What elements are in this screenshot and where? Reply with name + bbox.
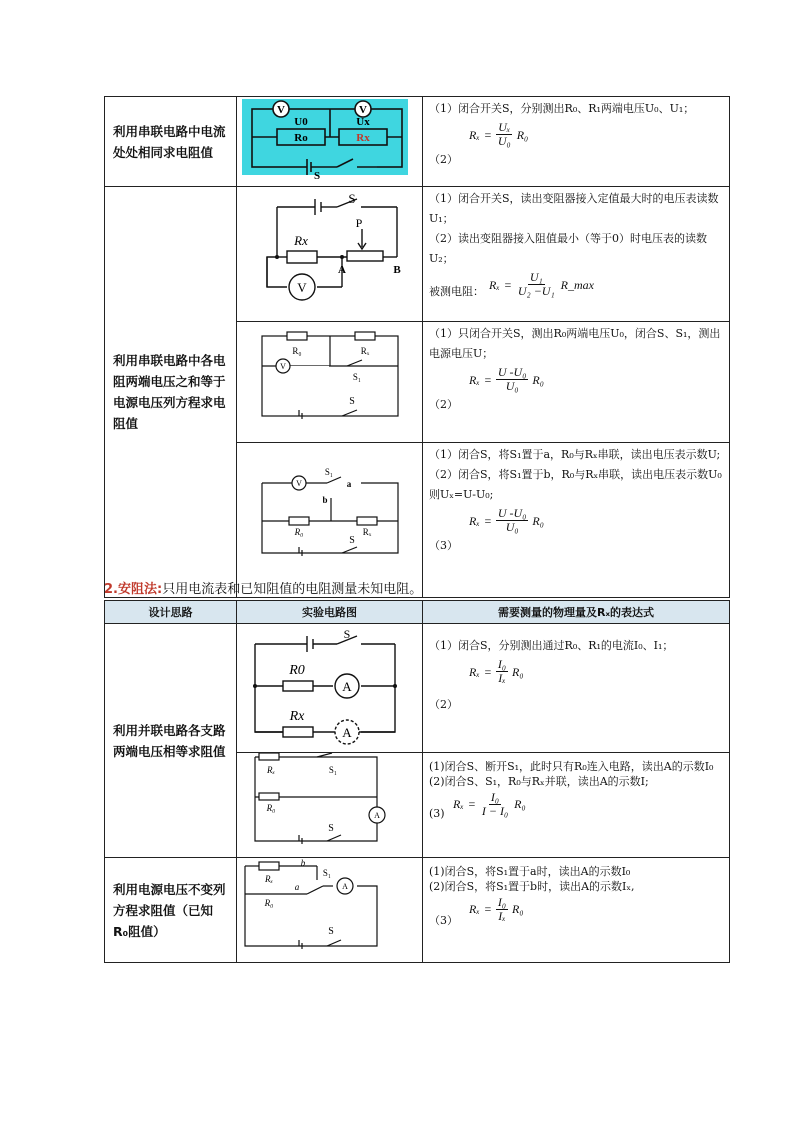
step-text: (1)闭合S、断开S₁，此时只有R₀连入电路，读出A的示数I₀ bbox=[429, 760, 714, 773]
design-thought: 利用电源电压不变列方程求阻值（已知R₀阻值） bbox=[105, 858, 237, 963]
step-text: （2）读出变阻器接入阻值最小（等于0）时电压表的读数U₂； bbox=[429, 232, 707, 265]
r0-label: R₀ bbox=[266, 803, 276, 813]
section-text: 只用电流表和已知阻值的电阻测量未知电阻。 bbox=[162, 582, 423, 597]
formula: Rₓ = $\frac{\text{I₀}}{\text{I − I₀}}$ R₀ bbox=[453, 790, 526, 818]
rx-label: Rx bbox=[294, 233, 308, 248]
formula: Rₓ = $\frac{\text{U -U₀}}{\text{U₀}}$ R₀ bbox=[469, 506, 544, 534]
step-text: （1）只闭合开关S，测出R₀两端电压U₀，闭合S、S₁，测出电源电压U； bbox=[429, 327, 721, 360]
rx-label: Rₓ bbox=[360, 346, 370, 356]
terminal-a-label: A bbox=[338, 264, 346, 276]
circuit-diagram-spdt-ammeter bbox=[237, 858, 423, 958]
circuit-diagram-parallel-ammeters bbox=[237, 624, 423, 748]
r0-label: R₀ bbox=[292, 346, 302, 356]
step-text: （1）闭合开关S，分别测出R₀、R₁两端电压U₀、U₁； bbox=[429, 102, 695, 115]
measurement-cell bbox=[423, 443, 730, 598]
measurement-cell bbox=[423, 753, 730, 858]
table-row bbox=[105, 624, 730, 753]
table-ammeter-methods bbox=[104, 600, 730, 963]
circuit-diagram-series-two-voltmeters bbox=[237, 97, 423, 182]
measurement-cell bbox=[423, 322, 730, 443]
step-text: （2） bbox=[429, 698, 458, 711]
circuit-diagram-parallel-single-ammeter bbox=[237, 753, 423, 853]
slider-label: P bbox=[355, 216, 363, 230]
voltmeter-label: V bbox=[280, 362, 286, 371]
voltmeter-label: V bbox=[297, 280, 307, 295]
contact-a-label: a bbox=[294, 882, 300, 892]
formula: Rₓ = $\frac{\text{I₀}}{\text{Iₓ}}$ R₀ bbox=[469, 895, 524, 923]
step-text: （2） bbox=[429, 398, 458, 411]
column-header: 实验电路图 bbox=[237, 601, 423, 624]
voltmeter-label: V bbox=[359, 104, 367, 116]
rx-label: Rx bbox=[289, 709, 305, 724]
step-text: （2）闭合S，将S₁置于b，R₀与Rₓ串联，读出电压表示数U₀则Uₓ=U-U₀; bbox=[429, 468, 722, 501]
switch-label: S bbox=[348, 191, 356, 206]
r0-label: Ro bbox=[294, 132, 308, 144]
design-thought: 利用串联电路中电流处处相同求电阻值 bbox=[105, 97, 237, 187]
circuit-cell bbox=[237, 97, 423, 187]
voltmeter-label: V bbox=[277, 104, 285, 116]
section-title: 2.安阻法: bbox=[104, 582, 163, 597]
table-row bbox=[105, 97, 730, 187]
contact-b-label: b bbox=[300, 858, 306, 868]
switch-label: S bbox=[313, 170, 321, 182]
ammeter-label: A bbox=[342, 882, 348, 891]
circuit-cell bbox=[237, 443, 423, 598]
circuit-cell bbox=[237, 187, 423, 322]
step-text: (2)闭合S，将S₁置于b时，读出A的示数Iₓ, bbox=[429, 880, 635, 893]
contact-a-label: a bbox=[346, 479, 352, 489]
switch-label: S bbox=[328, 823, 334, 834]
step-text: (2)闭合S、S₁，R₀与Rₓ并联，读出A的示数I; bbox=[429, 775, 649, 788]
formula: Rₓ = $\frac{\text{I₀}}{\text{Iₓ}}$ R₀ bbox=[469, 657, 524, 685]
circuit-diagram-switch-s1 bbox=[237, 322, 423, 438]
step-text: (3) bbox=[429, 807, 445, 820]
measurement-cell bbox=[423, 187, 730, 322]
measurement-cell bbox=[423, 97, 730, 187]
switch-label: S bbox=[343, 627, 351, 641]
design-thought: 利用并联电路各支路两端电压相等求阻值 bbox=[105, 624, 237, 858]
design-thought: 利用串联电路中各电阻两端电压之和等于电源电压列方程求电阻值 bbox=[105, 187, 237, 598]
table-header-row bbox=[105, 601, 730, 624]
rx-label: Rₓ bbox=[362, 527, 372, 537]
s1-label: S₁ bbox=[324, 467, 334, 477]
switch-label: S bbox=[349, 396, 355, 407]
step-text: （2） bbox=[429, 153, 458, 166]
table-row bbox=[105, 187, 730, 322]
step-text: (1)闭合S，将S₁置于a时，读出A的示数I₀ bbox=[429, 865, 631, 878]
step-text: （3） bbox=[429, 914, 458, 927]
measurement-cell bbox=[423, 858, 730, 963]
column-header: 设计思路 bbox=[105, 601, 237, 624]
ux-label: Ux bbox=[356, 116, 370, 128]
switch-label: S bbox=[349, 535, 355, 546]
table-voltmeter-methods bbox=[104, 96, 730, 598]
step-text: （1）闭合开关S，读出变阻器接入定值最大时的电压表读数U₁； bbox=[429, 192, 719, 225]
step-text: （1）闭合S，将S₁置于a，R₀与Rₓ串联，读出电压表示数U; bbox=[429, 448, 721, 461]
switch-label: S bbox=[328, 926, 334, 937]
formula: Rₓ = $\frac{\text{U₁}}{\text{U₂ −U₁}}$ R_max bbox=[489, 270, 594, 298]
formula: Rₓ = $\frac{\text{U -U₀}}{\text{U₀}}$ R₀ bbox=[469, 365, 544, 393]
circuit-diagram-rheostat bbox=[237, 187, 423, 317]
rx-label: Rx bbox=[356, 132, 370, 144]
rx-label: Rₓ bbox=[266, 765, 276, 775]
rx-label: Rₓ bbox=[264, 874, 274, 884]
ammeter-label: A bbox=[374, 811, 380, 820]
section-heading bbox=[104, 578, 422, 597]
ammeter-label: A bbox=[342, 725, 352, 740]
s1-label: S₁ bbox=[328, 765, 338, 775]
voltmeter-label: V bbox=[296, 479, 302, 488]
s1-label: S₁ bbox=[322, 868, 332, 878]
step-text: （1）闭合S，分别测出通过R₀、R₁的电流I₀、I₁； bbox=[429, 639, 674, 652]
step-text: 被测电阻： bbox=[429, 285, 484, 298]
s1-label: S₁ bbox=[352, 372, 362, 382]
circuit-cell bbox=[237, 858, 423, 963]
circuit-cell bbox=[237, 322, 423, 443]
step-text: （3） bbox=[429, 539, 458, 552]
table-row bbox=[105, 858, 730, 963]
formula: Rₓ = $\frac{\text{Uₓ}}{\text{U₀}}$ R₀ bbox=[469, 120, 529, 148]
circuit-diagram-single-pole-double-throw bbox=[237, 443, 423, 593]
measurement-cell bbox=[423, 624, 730, 753]
circuit-cell bbox=[237, 624, 423, 753]
r0-label: R₀ bbox=[264, 898, 274, 908]
circuit-cell bbox=[237, 753, 423, 858]
column-header: 需要测量的物理量及Rₓ的表达式 bbox=[423, 601, 730, 624]
r0-label: R₀ bbox=[294, 527, 304, 537]
contact-b-label: b bbox=[322, 495, 328, 505]
u0-label: U0 bbox=[294, 116, 308, 128]
ammeter-label: A bbox=[342, 679, 352, 694]
terminal-b-label: B bbox=[393, 264, 401, 276]
r0-label: R0 bbox=[289, 663, 305, 678]
